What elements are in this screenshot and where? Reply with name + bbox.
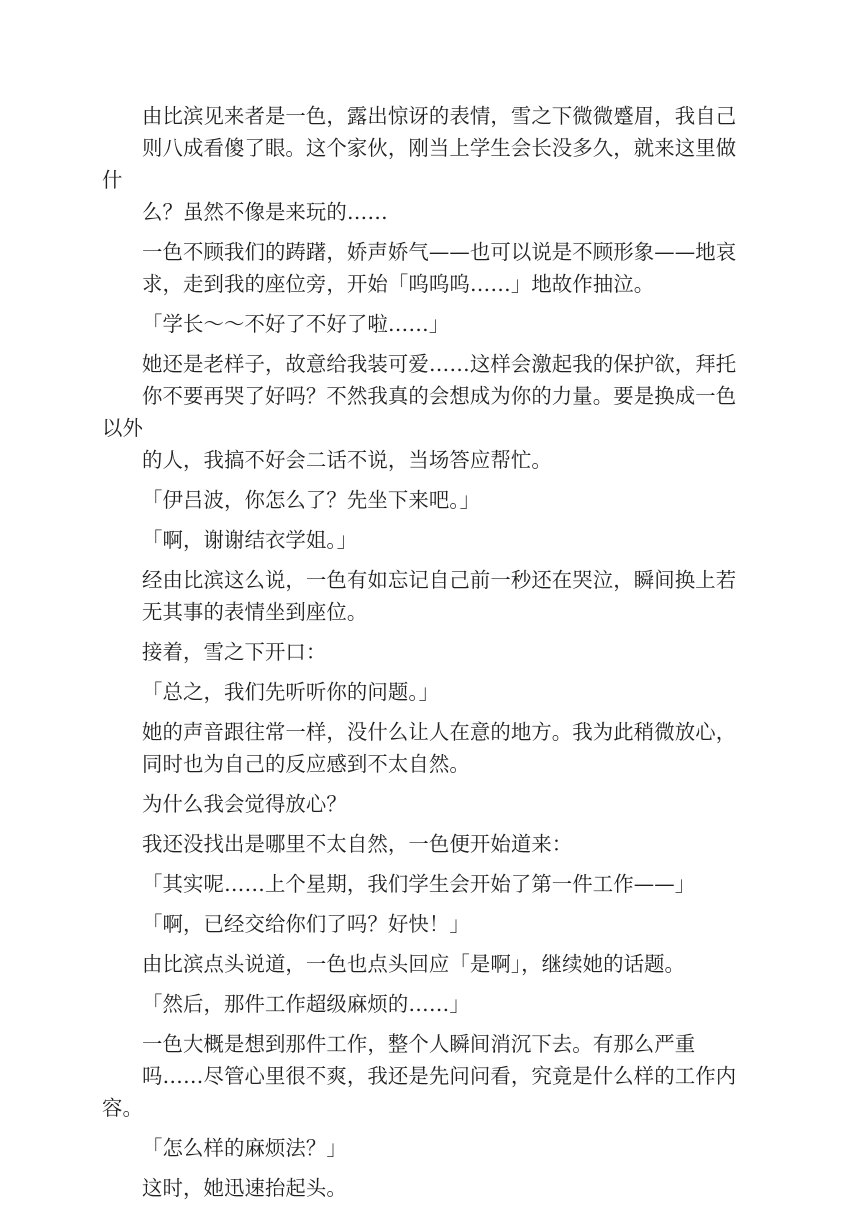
text-line: 「然后，那件工作超级麻烦的……」 (142, 992, 470, 1016)
text-line: 同时也为自己的反应感到不太自然。 (142, 752, 470, 776)
paragraph-7 (102, 564, 752, 628)
text-line: 为什么我会觉得放心？ (142, 792, 347, 816)
text-line: 么？虽然不像是来玩的…… (142, 200, 388, 224)
text-line: 我还没找出是哪里不太自然，一色便开始道来： (142, 832, 573, 856)
paragraph-6 (102, 524, 752, 556)
text-line: 「学长～～不好了不好了啦……」 (142, 312, 450, 336)
text-line: 一色大概是想到那件工作，整个人瞬间消沉下去。有那么严重 (142, 1032, 696, 1056)
text-line: 接着，雪之下开口： (142, 640, 327, 664)
text-line: 由比滨见来者是一色，露出惊讶的表情，雪之下微微蹙眉，我自己 (142, 104, 737, 128)
text-line: 「伊吕波，你怎么了？先坐下来吧。」 (142, 488, 481, 512)
paragraph-16 (102, 988, 752, 1020)
text-line: 她的声音跟往常一样，没什么让人在意的地方。我为此稍微放心， (142, 720, 737, 744)
paragraph-2 (102, 236, 752, 300)
text-line: 「啊，谢谢结衣学姐。」 (142, 528, 358, 552)
text-line: 「啊，已经交给你们了吗？好快！」 (142, 912, 470, 936)
paragraph-1 (102, 100, 752, 228)
text-line: 你不要再哭了好吗？不然我真的会想成为你的力量。要是换成一色以外 (102, 384, 737, 440)
paragraph-9 (102, 676, 752, 708)
text-line: 无其事的表情坐到座位。 (142, 600, 368, 624)
body-text (102, 100, 752, 1212)
text-line: 「怎么样的麻烦法？」 (142, 1136, 347, 1160)
text-line: 求，走到我的座位旁，开始「呜呜呜……」地故作抽泣。 (142, 272, 655, 296)
text-line: 经由比滨这么说，一色有如忘记自己前一秒还在哭泣，瞬间换上若 (142, 568, 737, 592)
paragraph-13 (102, 868, 752, 900)
paragraph-15 (102, 948, 752, 980)
paragraph-3 (102, 308, 752, 340)
text-line: 则八成看傻了眼。这个家伙，刚当上学生会长没多久，就来这里做什 (102, 136, 737, 192)
text-line: 「其实呢……上个星期，我们学生会开始了第一件工作——」 (142, 872, 696, 896)
paragraph-14 (102, 908, 752, 940)
paragraph-19 (102, 1172, 752, 1204)
text-line: 「总之，我们先听听你的问题。」 (142, 680, 440, 704)
paragraph-8 (102, 636, 752, 668)
text-line: 她还是老样子，故意给我装可爱……这样会激起我的保护欲，拜托 (142, 352, 737, 376)
text-line: 的人，我搞不好会二话不说，当场答应帮忙。 (142, 448, 552, 472)
paragraph-11 (102, 788, 752, 820)
paragraph-5 (102, 484, 752, 516)
paragraph-18 (102, 1132, 752, 1164)
paragraph-10 (102, 716, 752, 780)
text-line: 吗……尽管心里很不爽，我还是先问问看，究竟是什么样的工作内容。 (102, 1064, 737, 1120)
paragraph-12 (102, 828, 752, 860)
paragraph-17 (102, 1028, 752, 1124)
text-line: 由比滨点头说道，一色也点头回应「是啊」，继续她的话题。 (142, 952, 686, 976)
text-line: 一色不顾我们的踌躇，娇声娇气——也可以说是不顾形象——地哀 (142, 240, 737, 264)
paragraph-4 (102, 348, 752, 476)
text-line: 这时，她迅速抬起头。 (142, 1176, 347, 1200)
